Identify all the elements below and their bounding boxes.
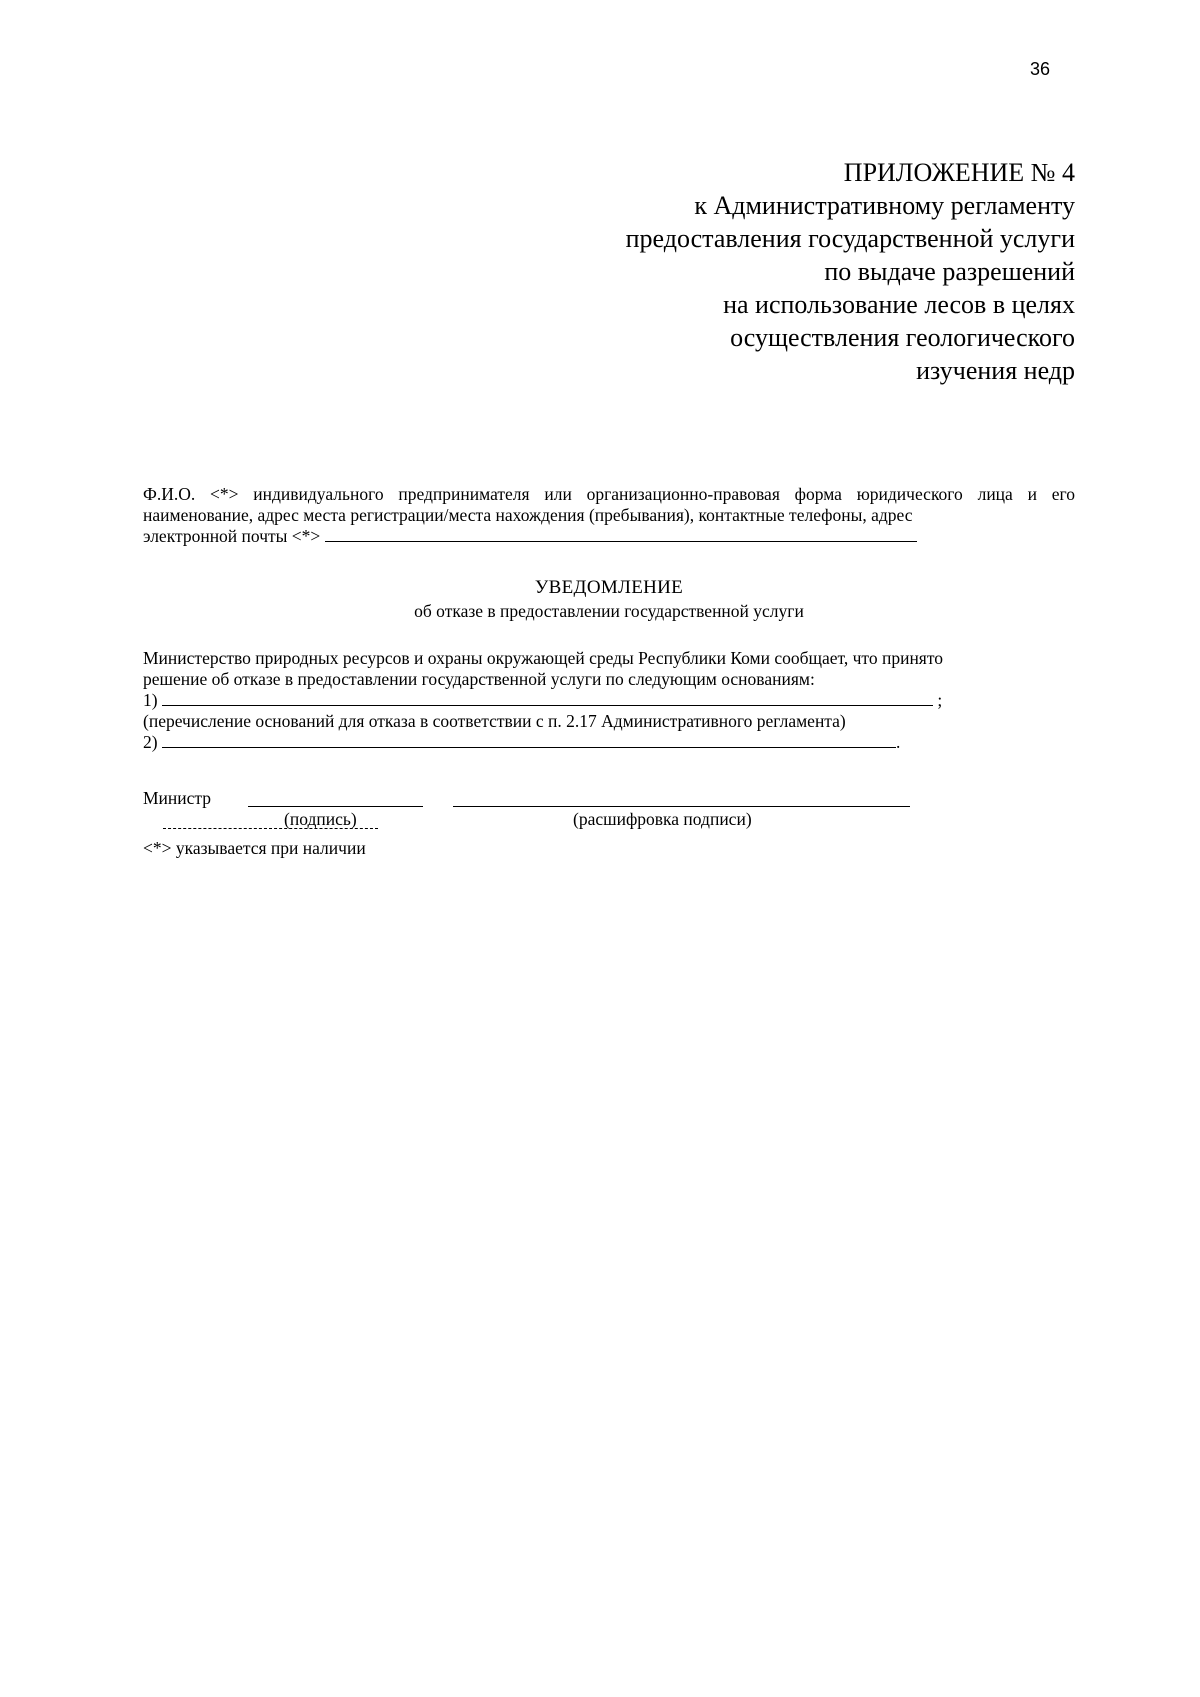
appendix-line: изучения недр bbox=[916, 356, 1075, 385]
signature-decryption-line[interactable] bbox=[453, 806, 910, 807]
notice-title: УВЕДОМЛЕНИЕ bbox=[534, 577, 684, 598]
reason-1-label: 1) bbox=[143, 690, 158, 710]
reason-1-blank-field[interactable] bbox=[162, 690, 933, 706]
appendix-header bbox=[515, 156, 1075, 387]
addressee-text: Ф.И.О. <*> индивидуального предпринимателя или организационно-правовая форма юридического лица и его наименование, адрес места регистрации/места нахождения (пребывания), контактные телефоны, адрес bbox=[143, 484, 1075, 525]
appendix-line: осуществления геологического bbox=[730, 323, 1075, 352]
minister-label: Министр bbox=[143, 788, 212, 808]
appendix-line: на использование лесов в целях bbox=[723, 290, 1075, 319]
reason-item-2 bbox=[143, 732, 1075, 753]
body-intro: Министерство природных ресурсов и охраны окружающей среды Республики Коми сообщает, что принято bbox=[143, 648, 944, 668]
decryption-caption: (расшифровка подписи) bbox=[573, 809, 752, 829]
addressee-blank-field[interactable] bbox=[325, 526, 917, 542]
appendix-line: по выдаче разрешений bbox=[824, 257, 1075, 286]
notice-subtitle: об отказе в предоставлении государственной услуги bbox=[414, 601, 804, 621]
reason-2-label: 2) bbox=[143, 732, 158, 752]
body-intro-line2: решение об отказе в предоставлении государственной услуги по следующим основаниям: bbox=[143, 669, 815, 689]
page-number: 36 bbox=[1030, 59, 1051, 79]
reason-2-blank-field[interactable] bbox=[162, 732, 896, 748]
notice-heading bbox=[143, 576, 1075, 622]
reasons-explanation: (перечисление оснований для отказа в соответствии с п. 2.17 Административного регламента) bbox=[143, 711, 846, 731]
addressee-block bbox=[143, 484, 1075, 547]
addressee-email-label: электронной почты <*> bbox=[143, 526, 321, 546]
appendix-line: к Административному регламенту bbox=[694, 191, 1075, 220]
footnote-separator bbox=[163, 828, 378, 829]
footnote: <*> указывается при наличии bbox=[143, 838, 366, 858]
appendix-title: ПРИЛОЖЕНИЕ № 4 bbox=[843, 158, 1075, 187]
notice-body bbox=[143, 648, 1075, 753]
appendix-line: предоставления государственной услуги bbox=[625, 224, 1075, 253]
reason-1-end: ; bbox=[937, 690, 943, 710]
signature-line[interactable] bbox=[248, 806, 423, 807]
reason-2-end: . bbox=[895, 732, 901, 752]
signature-caption: (подпись) bbox=[284, 809, 357, 829]
reason-item-1 bbox=[143, 690, 1075, 711]
signature-block bbox=[143, 788, 1075, 908]
addressee-email-line bbox=[143, 526, 1075, 547]
